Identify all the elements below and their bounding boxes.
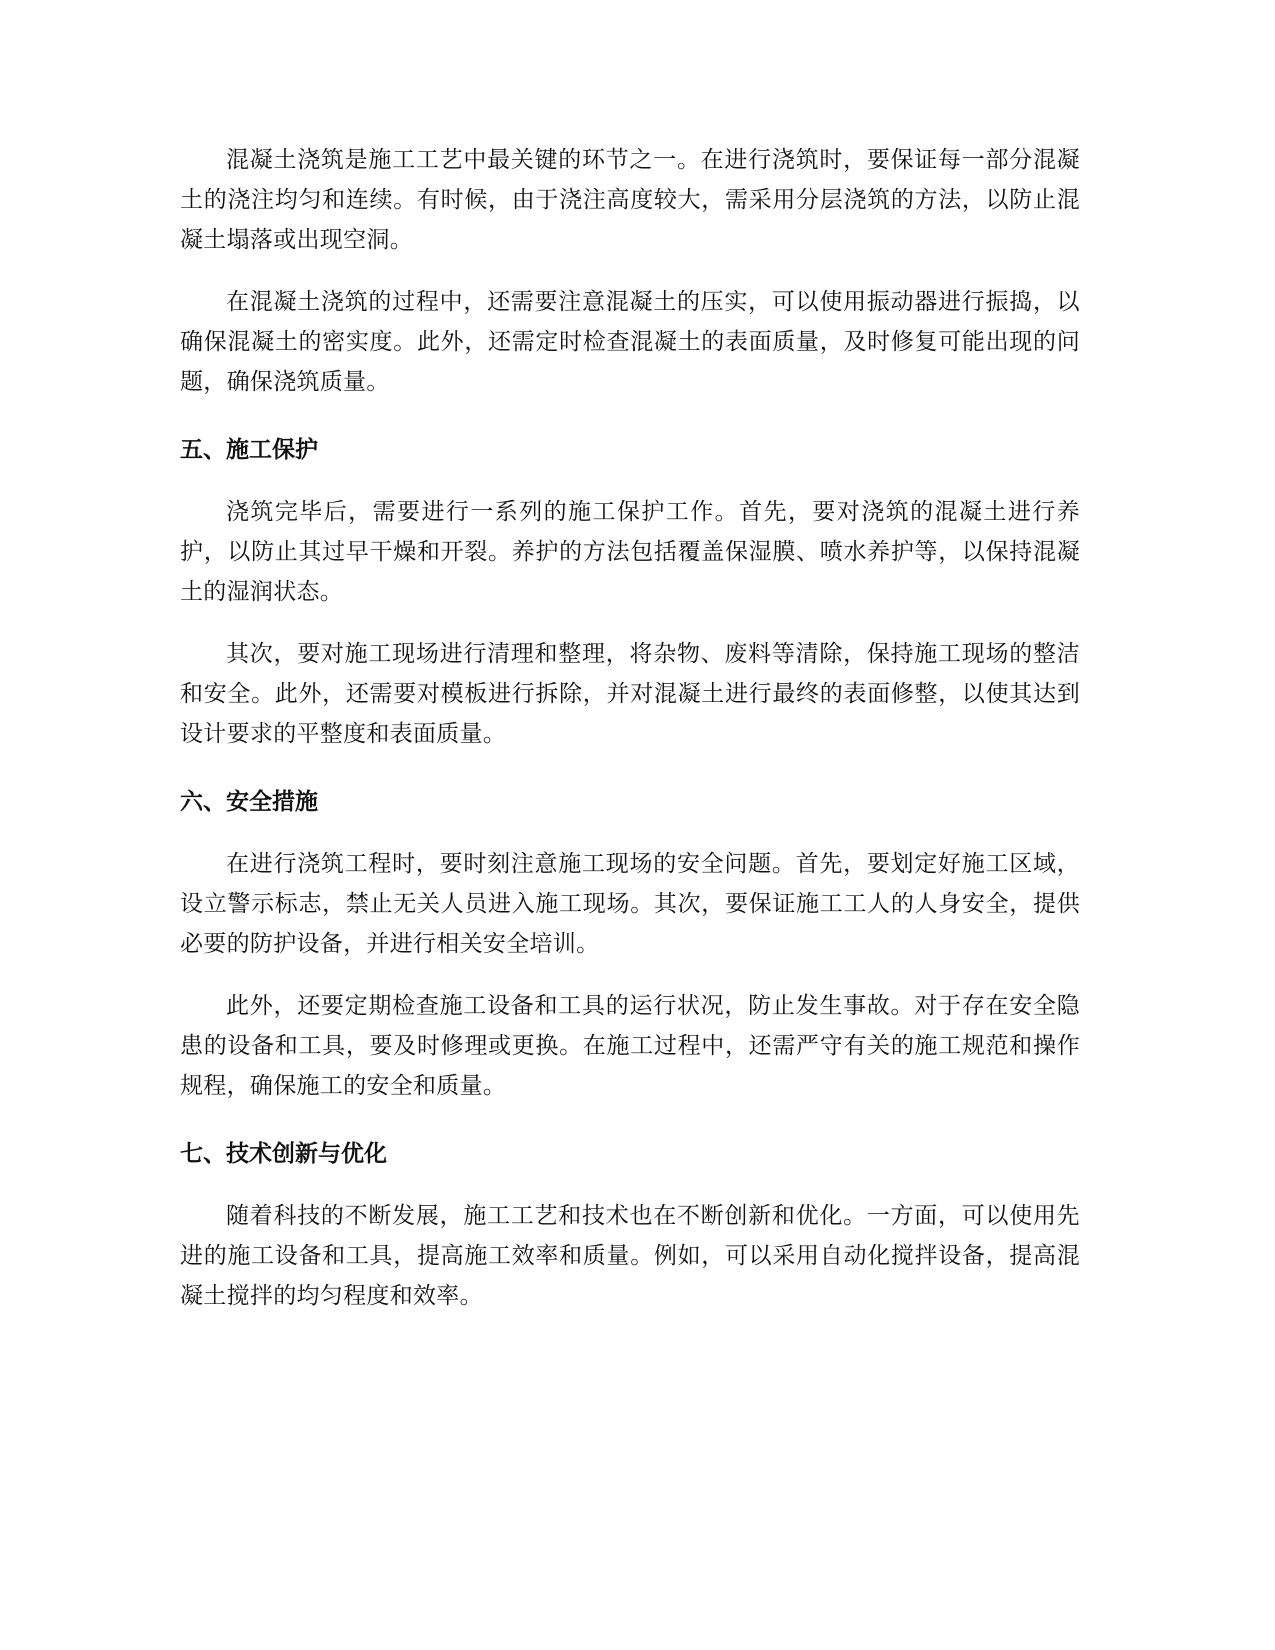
section-heading-protection: 五、施工保护 [180,437,318,463]
section-heading-innovation: 七、技术创新与优化 [180,1141,387,1167]
paragraph-site-cleanup: 其次，要对施工现场进行清理和整理，将杂物、废料等清除，保持施工现场的整洁和安全。此外，还需要对模板进行拆除，并对混凝土进行最终的表面修整，以使其达到设计要求的平整度和表面质量。 [180,641,1080,747]
paragraph-equipment-check: 此外，还要定期检查施工设备和工具的运行状况，防止发生事故。对于存在安全隐患的设备和工具，要及时修理或更换。在施工过程中，还需严守有关的施工规范和操作规程，确保施工的安全和质量。 [180,993,1080,1099]
paragraph-compaction: 在混凝土浇筑的过程中，还需要注意混凝土的压实，可以使用振动器进行振捣，以确保混凝土的密实度。此外，还需定时检查混凝土的表面质量，及时修复可能出现的问题，确保浇筑质量。 [180,289,1080,395]
paragraph-concrete-pouring: 混凝土浇筑是施工工艺中最关键的环节之一。在进行浇筑时，要保证每一部分混凝土的浇注均匀和连续。有时候，由于浇注高度较大，需采用分层浇筑的方法，以防止混凝土塌落或出现空洞。 [180,147,1080,253]
paragraph-safety-area: 在进行浇筑工程时，要时刻注意施工现场的安全问题。首先，要划定好施工区域，设立警示标志，禁止无关人员进入施工现场。其次，要保证施工工人的人身安全，提供必要的防护设备，并进行相关安全培训。 [180,851,1080,957]
paragraph-curing: 浇筑完毕后，需要进行一系列的施工保护工作。首先，要对浇筑的混凝土进行养护，以防止其过早干燥和开裂。养护的方法包括覆盖保湿膜、喷水养护等，以保持混凝土的湿润状态。 [180,499,1080,605]
paragraph-technology: 随着科技的不断发展，施工工艺和技术也在不断创新和优化。一方面，可以使用先进的施工设备和工具，提高施工效率和质量。例如，可以采用自动化搅拌设备，提高混凝土搅拌的均匀程度和效率。 [180,1203,1080,1309]
section-heading-safety: 六、安全措施 [180,789,318,815]
document-page [180,140,1080,1338]
